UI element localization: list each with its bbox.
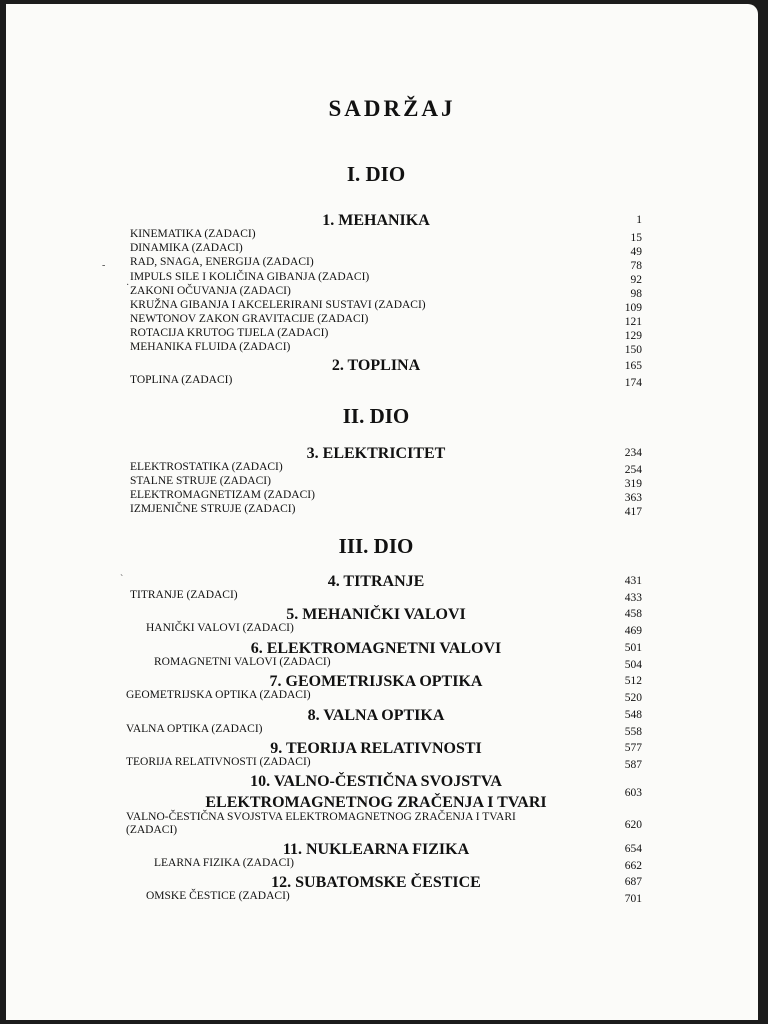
toc-entry: LEARNA FIZIKA (ZADACI) (154, 857, 294, 869)
toc-entry: VALNO-ČESTIČNA SVOJSTVA ELEKTROMAGNETNOG ZRAČENJA I TVARI (ZADACI) (126, 811, 516, 836)
entry-page-number: 78 (630, 260, 642, 272)
toc-entry: ZAKONI OČUVANJA (ZADACI) (130, 285, 291, 297)
chapter-heading: 8. VALNA OPTIKA (307, 707, 445, 724)
entry-page-number: 121 (624, 316, 642, 328)
chapter-heading: 9. TEORIJA RELATIVNOSTI (270, 740, 482, 757)
chapter-page-number: 458 (624, 608, 642, 620)
entry-page-number: 92 (630, 274, 642, 286)
part-heading: III. DIO (338, 534, 414, 558)
toc-entry: KINEMATIKA (ZADACI) (130, 228, 256, 240)
chapter-heading-line: ELEKTROMAGNETNOG ZRAČENJA I TVARI (205, 794, 547, 811)
scan-speck: ` (120, 574, 124, 585)
toc-entry: GEOMETRIJSKA OPTIKA (ZADACI) (126, 689, 311, 701)
entry-page-number: 558 (624, 726, 642, 738)
part-heading: II. DIO (342, 404, 410, 428)
chapter-heading: 11. NUKLEARNA FIZIKA (282, 841, 470, 858)
toc-entry: MEHANIKA FLUIDA (ZADACI) (130, 341, 291, 353)
chapter-heading: 3. ELEKTRICITET (306, 445, 446, 462)
entry-page-number: 15 (630, 232, 642, 244)
entry-page-number: 363 (624, 492, 642, 504)
entry-page-number: 587 (624, 759, 642, 771)
page-title: SADRŽAJ (328, 96, 456, 121)
entry-page-number: 98 (630, 288, 642, 300)
chapter-page-number: 165 (624, 360, 642, 372)
scan-speck: · (126, 280, 130, 291)
toc-entry: ELEKTROSTATIKA (ZADACI) (130, 461, 283, 473)
entry-page-number: 129 (624, 330, 642, 342)
entry-page-number: 620 (624, 819, 642, 831)
entry-page-number: 109 (624, 302, 642, 314)
chapter-heading-line: 10. VALNO-ČESTIČNA SVOJSTVA (250, 773, 502, 790)
toc-entry: ROMAGNETNI VALOVI (ZADACI) (154, 656, 331, 668)
chapter-page-number: 654 (624, 843, 642, 855)
toc-entry: IMPULS SILE I KOLIČINA GIBANJA (ZADACI) (130, 271, 370, 283)
chapter-page-number: 687 (624, 876, 642, 888)
chapter-page-number: 501 (624, 642, 642, 654)
entry-page-number: 701 (624, 893, 642, 905)
chapter-heading: 5. MEHANIČKI VALOVI (286, 606, 466, 623)
scan-speck: - (102, 260, 106, 271)
toc-entry: ELEKTROMAGNETIZAM (ZADACI) (130, 489, 315, 501)
toc-entry: OMSKE ČESTICE (ZADACI) (146, 890, 290, 902)
chapter-heading: 4. TITRANJE (327, 573, 425, 590)
entry-page-number: 662 (624, 860, 642, 872)
entry-page-number: 150 (624, 344, 642, 356)
entry-page-number: 174 (624, 377, 642, 389)
table-of-contents (6, 4, 758, 1020)
chapter-heading: 7. GEOMETRIJSKA OPTIKA (269, 673, 483, 690)
toc-entry: KRUŽNA GIBANJA I AKCELERIRANI SUSTAVI (ZADACI) (130, 299, 426, 311)
entry-page-number: 417 (624, 506, 642, 518)
chapter-page-number: 577 (624, 742, 642, 754)
chapter-heading: 2. TOPLINA (331, 357, 421, 374)
chapter-page-number: 234 (624, 447, 642, 459)
document-page (6, 4, 758, 1020)
entry-page-number: 504 (624, 659, 642, 671)
entry-page-number: 520 (624, 692, 642, 704)
chapter-page-number: 1 (636, 214, 642, 226)
chapter-page-number: 603 (624, 787, 642, 799)
toc-entry: IZMJENIČNE STRUJE (ZADACI) (130, 503, 296, 515)
toc-entry: VALNA OPTIKA (ZADACI) (126, 723, 263, 735)
entry-page-number: 469 (624, 625, 642, 637)
entry-page-number: 319 (624, 478, 642, 490)
chapter-page-number: 512 (624, 675, 642, 687)
chapter-page-number: 431 (624, 575, 642, 587)
part-heading: I. DIO (346, 162, 406, 186)
entry-page-number: 49 (630, 246, 642, 258)
toc-entry: RAD, SNAGA, ENERGIJA (ZADACI) (130, 256, 314, 268)
chapter-heading: 1. MEHANIKA (322, 212, 430, 229)
entry-page-number: 433 (624, 592, 642, 604)
entry-page-number: 254 (624, 464, 642, 476)
toc-entry: DINAMIKA (ZADACI) (130, 242, 243, 254)
chapter-heading: 6. ELEKTROMAGNETNI VALOVI (250, 640, 502, 657)
toc-entry: HANIČKI VALOVI (ZADACI) (146, 622, 294, 634)
toc-entry: TITRANJE (ZADACI) (130, 589, 238, 601)
chapter-heading: 12. SUBATOMSKE ČESTICE (271, 874, 481, 891)
chapter-page-number: 548 (624, 709, 642, 721)
toc-entry: TOPLINA (ZADACI) (130, 374, 233, 386)
toc-entry: TEORIJA RELATIVNOSTI (ZADACI) (126, 756, 311, 768)
toc-entry: ROTACIJA KRUTOG TIJELA (ZADACI) (130, 327, 329, 339)
toc-entry: NEWTONOV ZAKON GRAVITACIJE (ZADACI) (130, 313, 369, 325)
toc-entry: STALNE STRUJE (ZADACI) (130, 475, 271, 487)
